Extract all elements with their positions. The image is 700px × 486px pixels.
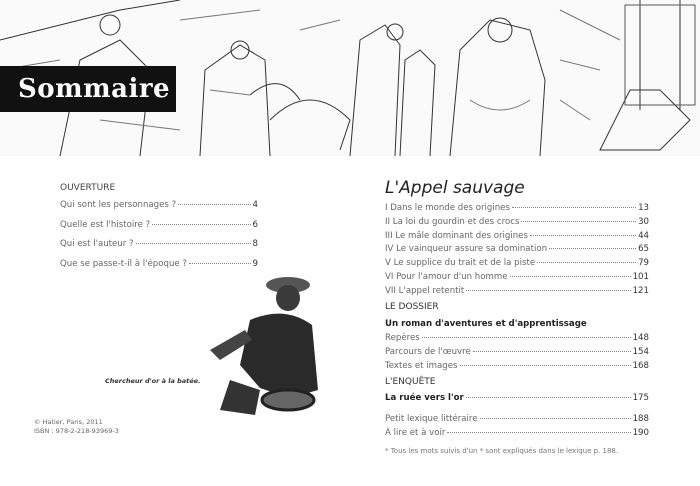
leader-dots: [549, 248, 636, 249]
section-heading: L'ENQUÊTE: [385, 377, 436, 388]
page-number: 13: [638, 203, 649, 213]
gold-prospector-photo: [200, 270, 320, 420]
toc-entry[interactable]: [385, 334, 649, 343]
toc-entry[interactable]: [60, 240, 258, 249]
entry-label: Repères: [385, 333, 420, 344]
leader-dots: [422, 337, 631, 338]
chapter-entry[interactable]: [385, 273, 649, 282]
leader-dots: [521, 221, 636, 222]
entry-label: Qui est l'auteur ?: [60, 239, 134, 250]
page-number: 175: [632, 393, 649, 404]
toc-entry[interactable]: [385, 348, 649, 357]
toc-entry[interactable]: [385, 415, 649, 424]
chapter-entry[interactable]: [385, 204, 649, 213]
chapter-entry[interactable]: [385, 245, 649, 254]
footnote: * Tous les mots suivis d'un * sont expliqués dans le lexique p. 188.: [385, 447, 619, 456]
page-number: 44: [638, 230, 649, 241]
toc-entry[interactable]: [60, 221, 258, 230]
leader-dots: [537, 262, 636, 263]
toc-entry[interactable]: [60, 201, 258, 210]
entry-label: Que se passe-t-il à l'époque ?: [60, 258, 187, 269]
toc-entry[interactable]: [385, 429, 649, 438]
copyright-block: [34, 418, 119, 437]
isbn: ISBN : 978-2-218-93969-3: [34, 427, 119, 436]
entry-label: II La loi du gourdin et des crocs: [385, 216, 520, 227]
leader-dots: [152, 224, 250, 225]
page-number: 168: [632, 360, 649, 371]
toc-entry[interactable]: [60, 260, 258, 269]
entry-label: IV Le vainqueur assure sa domination: [385, 244, 548, 255]
leader-dots: [512, 207, 636, 208]
entry-label: VII L'appel retentit: [385, 285, 465, 296]
book-title: L'Appel sauvage: [385, 178, 525, 198]
section-subtitle: Un roman d'aventures et d'apprentissage: [385, 319, 587, 330]
page-number: 148: [632, 333, 649, 344]
toc-entry[interactable]: [385, 394, 649, 403]
leader-dots: [530, 235, 636, 236]
photo-caption: Chercheur d'or à la batée.: [105, 377, 201, 385]
page-title: Sommaire: [0, 66, 176, 112]
entry-label: Petit lexique littéraire: [385, 414, 478, 425]
entry-label: Parcours de l'œuvre: [385, 347, 471, 358]
contents-right: [385, 178, 649, 455]
chapter-entry[interactable]: [385, 259, 649, 268]
leader-dots: [510, 276, 631, 277]
page-number: 6: [252, 219, 258, 230]
copyright: © Hatier, Paris, 2011: [34, 418, 103, 426]
entry-label: V Le supplice du trait et de la piste: [385, 258, 536, 269]
entry-label: Qui sont les personnages ?: [60, 200, 177, 210]
page-number: 101: [632, 271, 649, 282]
entry-label: Textes et images: [385, 360, 458, 371]
page-number: 9: [252, 258, 258, 269]
page-number: 79: [638, 258, 649, 269]
leader-dots: [136, 243, 251, 244]
leader-dots: [480, 418, 631, 419]
page-number: 154: [632, 347, 649, 358]
leader-dots: [189, 263, 251, 264]
chapter-entry[interactable]: [385, 218, 649, 227]
page-number: 4: [252, 200, 258, 210]
toc-entry[interactable]: [385, 362, 649, 371]
entry-label: Quelle est l'histoire ?: [60, 219, 151, 230]
chapter-entry[interactable]: [385, 232, 649, 241]
leader-dots: [473, 351, 631, 352]
leader-dots: [178, 204, 250, 205]
leader-dots: [466, 397, 631, 398]
page-number: 190: [632, 427, 649, 438]
leader-dots: [466, 290, 630, 291]
chapter-entry[interactable]: [385, 287, 649, 296]
section-heading: LE DOSSIER: [385, 302, 439, 313]
page-number: 188: [632, 414, 649, 425]
page-number: 121: [632, 285, 649, 296]
page-number: 30: [638, 216, 649, 227]
entry-label: I Dans le monde des origines: [385, 203, 510, 213]
leader-dots: [447, 432, 630, 433]
page-number: 8: [252, 239, 258, 250]
leader-dots: [460, 365, 631, 366]
entry-label: La ruée vers l'or: [385, 393, 464, 404]
entry-label: À lire et à voir: [385, 427, 446, 438]
entry-label: VI Pour l'amour d'un homme: [385, 271, 508, 282]
page-number: 65: [638, 244, 649, 255]
section-heading: OUVERTURE: [60, 183, 116, 193]
ouverture-section: [60, 183, 258, 279]
entry-label: III Le mâle dominant des origines: [385, 230, 528, 241]
